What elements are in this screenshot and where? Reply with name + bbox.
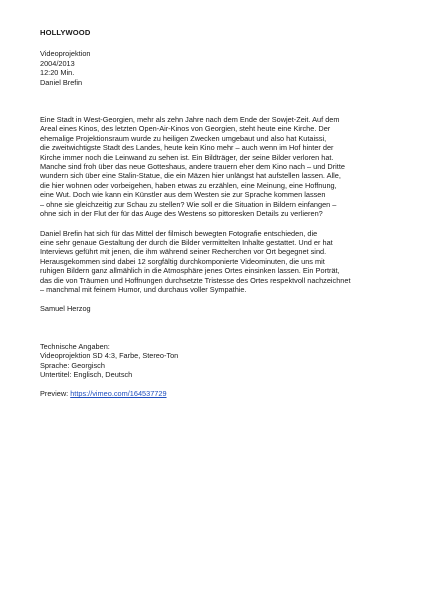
paragraph-line: – manchmal mit feinem Humor, und durchaus voller Sympathie. [40,284,247,294]
medium: Videoprojektion [40,49,91,59]
paragraph-line: Herausgekommen sind dabei 12 sorgfältig durchkomponierte Videominuten, die uns mit [40,256,325,266]
paragraph-line: die hier wohnen oder vorbeigehen, haben etwas zu erzählen, eine Meinung, eine Hoffnung, [40,180,337,190]
paragraph-2 [40,229,392,295]
technical-format: Videoprojektion SD 4:3, Farbe, Stereo-Ton [40,351,179,361]
paragraph-1 [40,115,392,218]
technical-heading: Technische Angaben: [40,341,110,351]
paragraph-line: eine Wut. Doch wie kann ein Künstler aus dem Westen sie zur Sprache kommen lassen [40,190,326,200]
paragraph-line: Manche sind froh über das neue Gotteshaus, andere trauern eher dem Kino nach – und Dritte [40,162,345,172]
paragraph-line: ohne sich in der Flut der für das Auge des Westens so pittoresken Details zu verlieren? [40,209,323,219]
paragraph-line: das die von Träumen und Hoffnungen durchsetzte Tristesse des Ortes respektvoll nachzeichnet [40,275,351,285]
paragraph-line: eine sehr genaue Gestaltung der durch die Bilder vermittelten Inhalte gestattet. Und er hat [40,237,333,247]
preview-line [40,389,392,398]
preview-link[interactable]: https://vimeo.com/164537729 [70,389,167,399]
document-title: HOLLYWOOD [40,28,91,37]
paragraph-line: Daniel Brefin hat sich für das Mittel der filmisch bewegten Fotografie entschieden, die [40,228,318,238]
technical-info [40,342,392,380]
paragraph-line: – ohne sie gleichzeitig zur Schau zu stellen? Wie soll er die Situation in Bildern einfangen – [40,199,337,209]
artist: Daniel Brefin [40,77,83,87]
document-page [40,28,392,399]
duration: 12:20 Min. [40,68,75,78]
paragraph-line: Eine Stadt in West-Georgien, mehr als zehn Jahre nach dem Ende der Sowjet-Zeit. Auf dem [40,115,340,125]
work-info [40,49,392,87]
paragraph-line: die zweitwichtigste Stadt des Landes, heute kein Kino mehr – auch wenn im Hof hinter der [40,143,334,153]
paragraph-line: wundern sich über eine Stalin-Statue, die ein Mäzen hier unlängst hat aufstellen lassen. Alle, [40,171,341,181]
technical-subtitles: Untertitel: Englisch, Deutsch [40,369,133,379]
paragraph-line: Areal eines Kinos, des letzten Open-Air-Kinos von Georgien, steht heute eine Kirche. Der [40,124,331,134]
technical-language: Sprache: Georgisch [40,360,105,370]
preview-label: Preview: [40,389,71,399]
paragraph-line: Kirche immer noch die Leinwand zu sehen ist. Ein Bildträger, der seine Bilder verloren hat. [40,152,334,162]
year: 2004/2013 [40,58,75,68]
paragraph-line: ehemalige Projektionsraum wurde zu heiligen Zwecken umgebaut und also hat Kutaissi, [40,133,327,143]
author-signature: Samuel Herzog [40,304,91,314]
paragraph-line: ruhigen Bildern ganz allmählich in die Atmosphäre jenes Ortes einsinken lassen. Ein Porträt, [40,266,340,276]
paragraph-line: Interviews geführt mit jenen, die ihm während seiner Recherchen vor Ort begegnet sind. [40,247,327,257]
